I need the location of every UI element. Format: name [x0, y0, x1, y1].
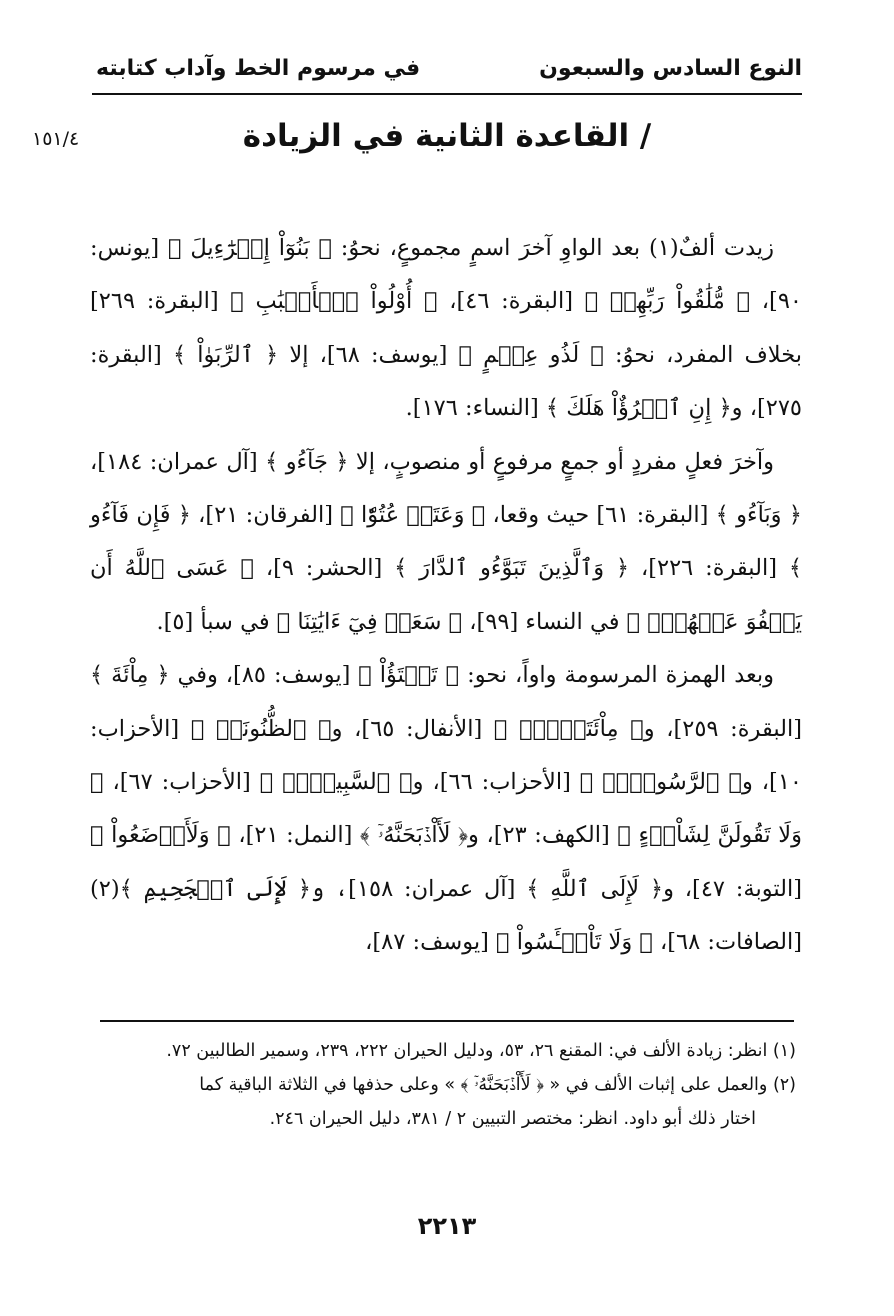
paragraph-1: زيدت ألفٌ(١) بعد الواوِ آخرَ اسمٍ مجموعٍ، نحوُ: ﴿ بَنُوٓاْ إِسۡرَٰٓءِيلَ ﴾ [يونس: ٩٠]، ﴿ مُّلَٰقُواْ رَبِّهِمۡ ﴾ [البقرة: ٤٦]، ﴿ أُوْلُواْ ٱلۡأَلۡبَٰبِ ﴾ [البقرة: ٢٦٩] بخلاف المفرد، نحوُ: ﴿ لَذُو عِلۡمٍ ﴾ [يوسف: ٦٨]، إلا ﴿ ٱلرِّبَوٰاْ ﴾ [البقرة: ٢٧٥]، و﴿ إِنِ ٱمۡرُؤٌاْ هَلَكَ ﴾ [النساء: ١٧٦].	[90, 235, 802, 422]
paragraph-3: وبعد الهمزة المرسومة واواً، نحو: ﴿ تَفۡتَؤُاْ ﴾ [يوسف: ٨٥]، وفي ﴿ مِاْئَةَ ﴾ [البقرة: ٢٥٩]، و﴿ مِاْئَتَيۡنِۚ ﴾ [الأنفال: ٦٥]، و﴿ ٱلظُّنُونَا۠ ﴾ [الأحزاب: ١٠]، و﴿ ٱلرَّسُولَا۠ ﴾ [الأحزاب: ٦٦]، و﴿ ٱلسَّبِيلَا۠ ﴾ [الأحزاب: ٦٧]، ﴿ وَلَا تَقُولَنَّ لِشَاْيۡءٍ ﴾ [الكهف: ٢٣]، و﴿ لَأَاْذۡبَحَنَّهُۥٓ ﴾ [النمل: ٢١]، ﴿ وَلَأَوۡضَعُواْ ﴾ [التوبة: ٤٧]، و﴿ لَإِلَى ٱللَّهِ ﴾ [آل عمران: ١٥٨]، و﴿ لَإِلَى ٱلۡجَحِيمِ ﴾(٢) [الصافات: ٦٨]، ﴿ وَلَا تَاْيۡـَٔسُواْ ﴾ [يوسف: ٨٧]،	[90, 662, 803, 956]
footnote-2: (٢) والعمل على إثبات الألف في « ﴿ لَأَاْذۡبَحَنَّهُۥٓ ﴾ » وعلى حذفها في الثلاثة الباقية كما	[199, 1075, 796, 1095]
footnote-divider	[100, 1020, 794, 1022]
paragraph-2: وآخرَ فعلٍ مفردٍ أو جمعٍ مرفوعٍ أو منصوبٍ، إلا ﴿ جَآءُو ﴾ [آل عمران: ١٨٤]، ﴿ وَبَآءُو ﴾ [البقرة: ٦١] حيث وقعا، ﴿ وَعَتَوۡ عُتُوّٗا ﴾ [الفرقان: ٢١]، ﴿ فَإِن فَآءُو ﴾ [البقرة: ٢٢٦]، ﴿ وَٱلَّذِينَ تَبَوَّءُو ٱلدَّارَ ﴾ [الحشر: ٩]، ﴿ عَسَى ٱللَّهُ أَن يَعۡفُوَ عَنۡهُمۡۚ ﴾ في النساء [٩٩]، ﴿ سَعَوۡ فِيٓ ءَايَٰتِنَا ﴾ في سبأ [٥].	[90, 448, 803, 635]
running-header-subject: في مرسوم الخط وآداب كتابته	[96, 56, 421, 81]
footnotes	[96, 1034, 796, 1136]
page-number: ٢٢١٣	[417, 1212, 477, 1240]
footnote-2-continuation: اختار ذلك أبو داود. انظر: مختصر التبيين ٢ / ٣٨١، دليل الحيران ٢٤٦.	[269, 1109, 756, 1129]
header-divider	[92, 93, 802, 95]
footnote-1: (١) انظر: زيادة الألف في: المقنع ٢٦، ٥٣، ودليل الحيران ٢٢٢، ٢٣٩، وسمير الطالبين ٧٢.	[166, 1041, 796, 1061]
main-text	[90, 222, 802, 970]
running-header-chapter: النوع السادس والسبعون	[539, 56, 802, 81]
section-title: / القاعدة الثانية في الزيادة	[242, 118, 652, 154]
margin-reference: ١٥١/٤	[32, 128, 80, 150]
